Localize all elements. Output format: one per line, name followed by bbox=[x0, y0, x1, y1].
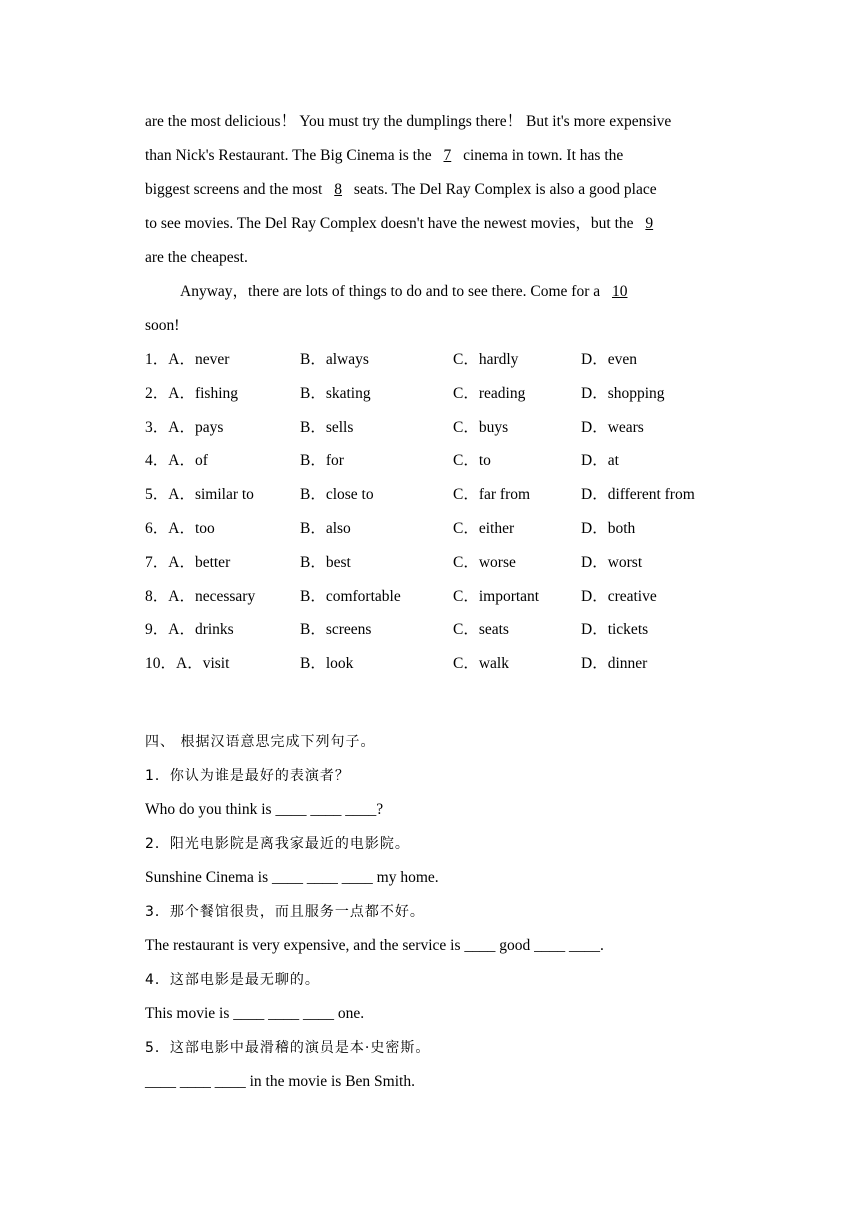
passage bbox=[145, 105, 745, 343]
question-row: 7．A．better B．best C．worse D．worst bbox=[145, 553, 643, 571]
blank-7: 7 bbox=[443, 147, 452, 164]
question-row: 9．A．drinks B．screens C．seats D．tickets bbox=[145, 621, 649, 639]
passage-line: are the most delicious！ You must try the dumplings there！ But it's more expensive bbox=[145, 113, 672, 130]
question-row: 8．A．necessary B．comfortable C．important D．creative bbox=[145, 587, 657, 605]
translation-section bbox=[145, 725, 745, 1099]
blank-8: 8 bbox=[334, 181, 342, 198]
passage-line: soon! bbox=[145, 317, 180, 334]
question-row: 6．A．too B．also C．either D．both bbox=[145, 519, 636, 537]
question-row: 4．A．of B．for C．to D．at bbox=[145, 452, 619, 470]
chinese-prompt: 2．阳光电影院是离我家最近的电影院。 bbox=[145, 835, 410, 852]
english-sentence: Who do you think is ____ ____ ____? bbox=[145, 800, 384, 818]
chinese-prompt: 4．这部电影是最无聊的。 bbox=[145, 971, 320, 988]
passage-line: Anyway，there are lots of things to do and to see there. Come for a 10 bbox=[145, 275, 745, 309]
passage-line: than Nick's Restaurant. The Big Cinema is the 7 cinema in town. It has the bbox=[145, 147, 624, 164]
question-row: 3．A．pays B．sells C．buys D．wears bbox=[145, 418, 644, 436]
document-page bbox=[145, 105, 745, 1099]
passage-line: biggest screens and the most 8 seats. The Del Ray Complex is also a good place bbox=[145, 181, 657, 198]
question-row: 10．A．visit B．look C．walk D．dinner bbox=[145, 655, 648, 673]
chinese-prompt: 5．这部电影中最滑稽的演员是本·史密斯。 bbox=[145, 1039, 431, 1056]
question-row: 5．A．similar to B．close to C．far from D．different from bbox=[145, 486, 695, 504]
question-row: 2．A．fishing B．skating C．reading D．shopping bbox=[145, 384, 665, 402]
english-sentence: The restaurant is very expensive, and the service is ____ good ____ ____. bbox=[145, 936, 604, 954]
choice-list bbox=[145, 343, 745, 681]
chinese-prompt: 3．那个餐馆很贵，而且服务一点都不好。 bbox=[145, 903, 425, 920]
passage-line: are the cheapest. bbox=[145, 249, 248, 266]
english-sentence: Sunshine Cinema is ____ ____ ____ my home. bbox=[145, 868, 439, 886]
question-row: 1．A．never B．always C．hardly D．even bbox=[145, 351, 637, 368]
section-gap bbox=[145, 681, 745, 725]
section-heading: 四、 根据汉语意思完成下列句子。 bbox=[145, 733, 376, 750]
blank-9: 9 bbox=[645, 215, 654, 232]
english-sentence: ____ ____ ____ in the movie is Ben Smith. bbox=[145, 1072, 415, 1090]
chinese-prompt: 1．你认为谁是最好的表演者？ bbox=[145, 767, 350, 784]
passage-line: to see movies. The Del Ray Complex doesn't have the newest movies，but the 9 bbox=[145, 207, 745, 241]
blank-10: 10 bbox=[611, 283, 628, 300]
english-sentence: This movie is ____ ____ ____ one. bbox=[145, 1004, 365, 1022]
